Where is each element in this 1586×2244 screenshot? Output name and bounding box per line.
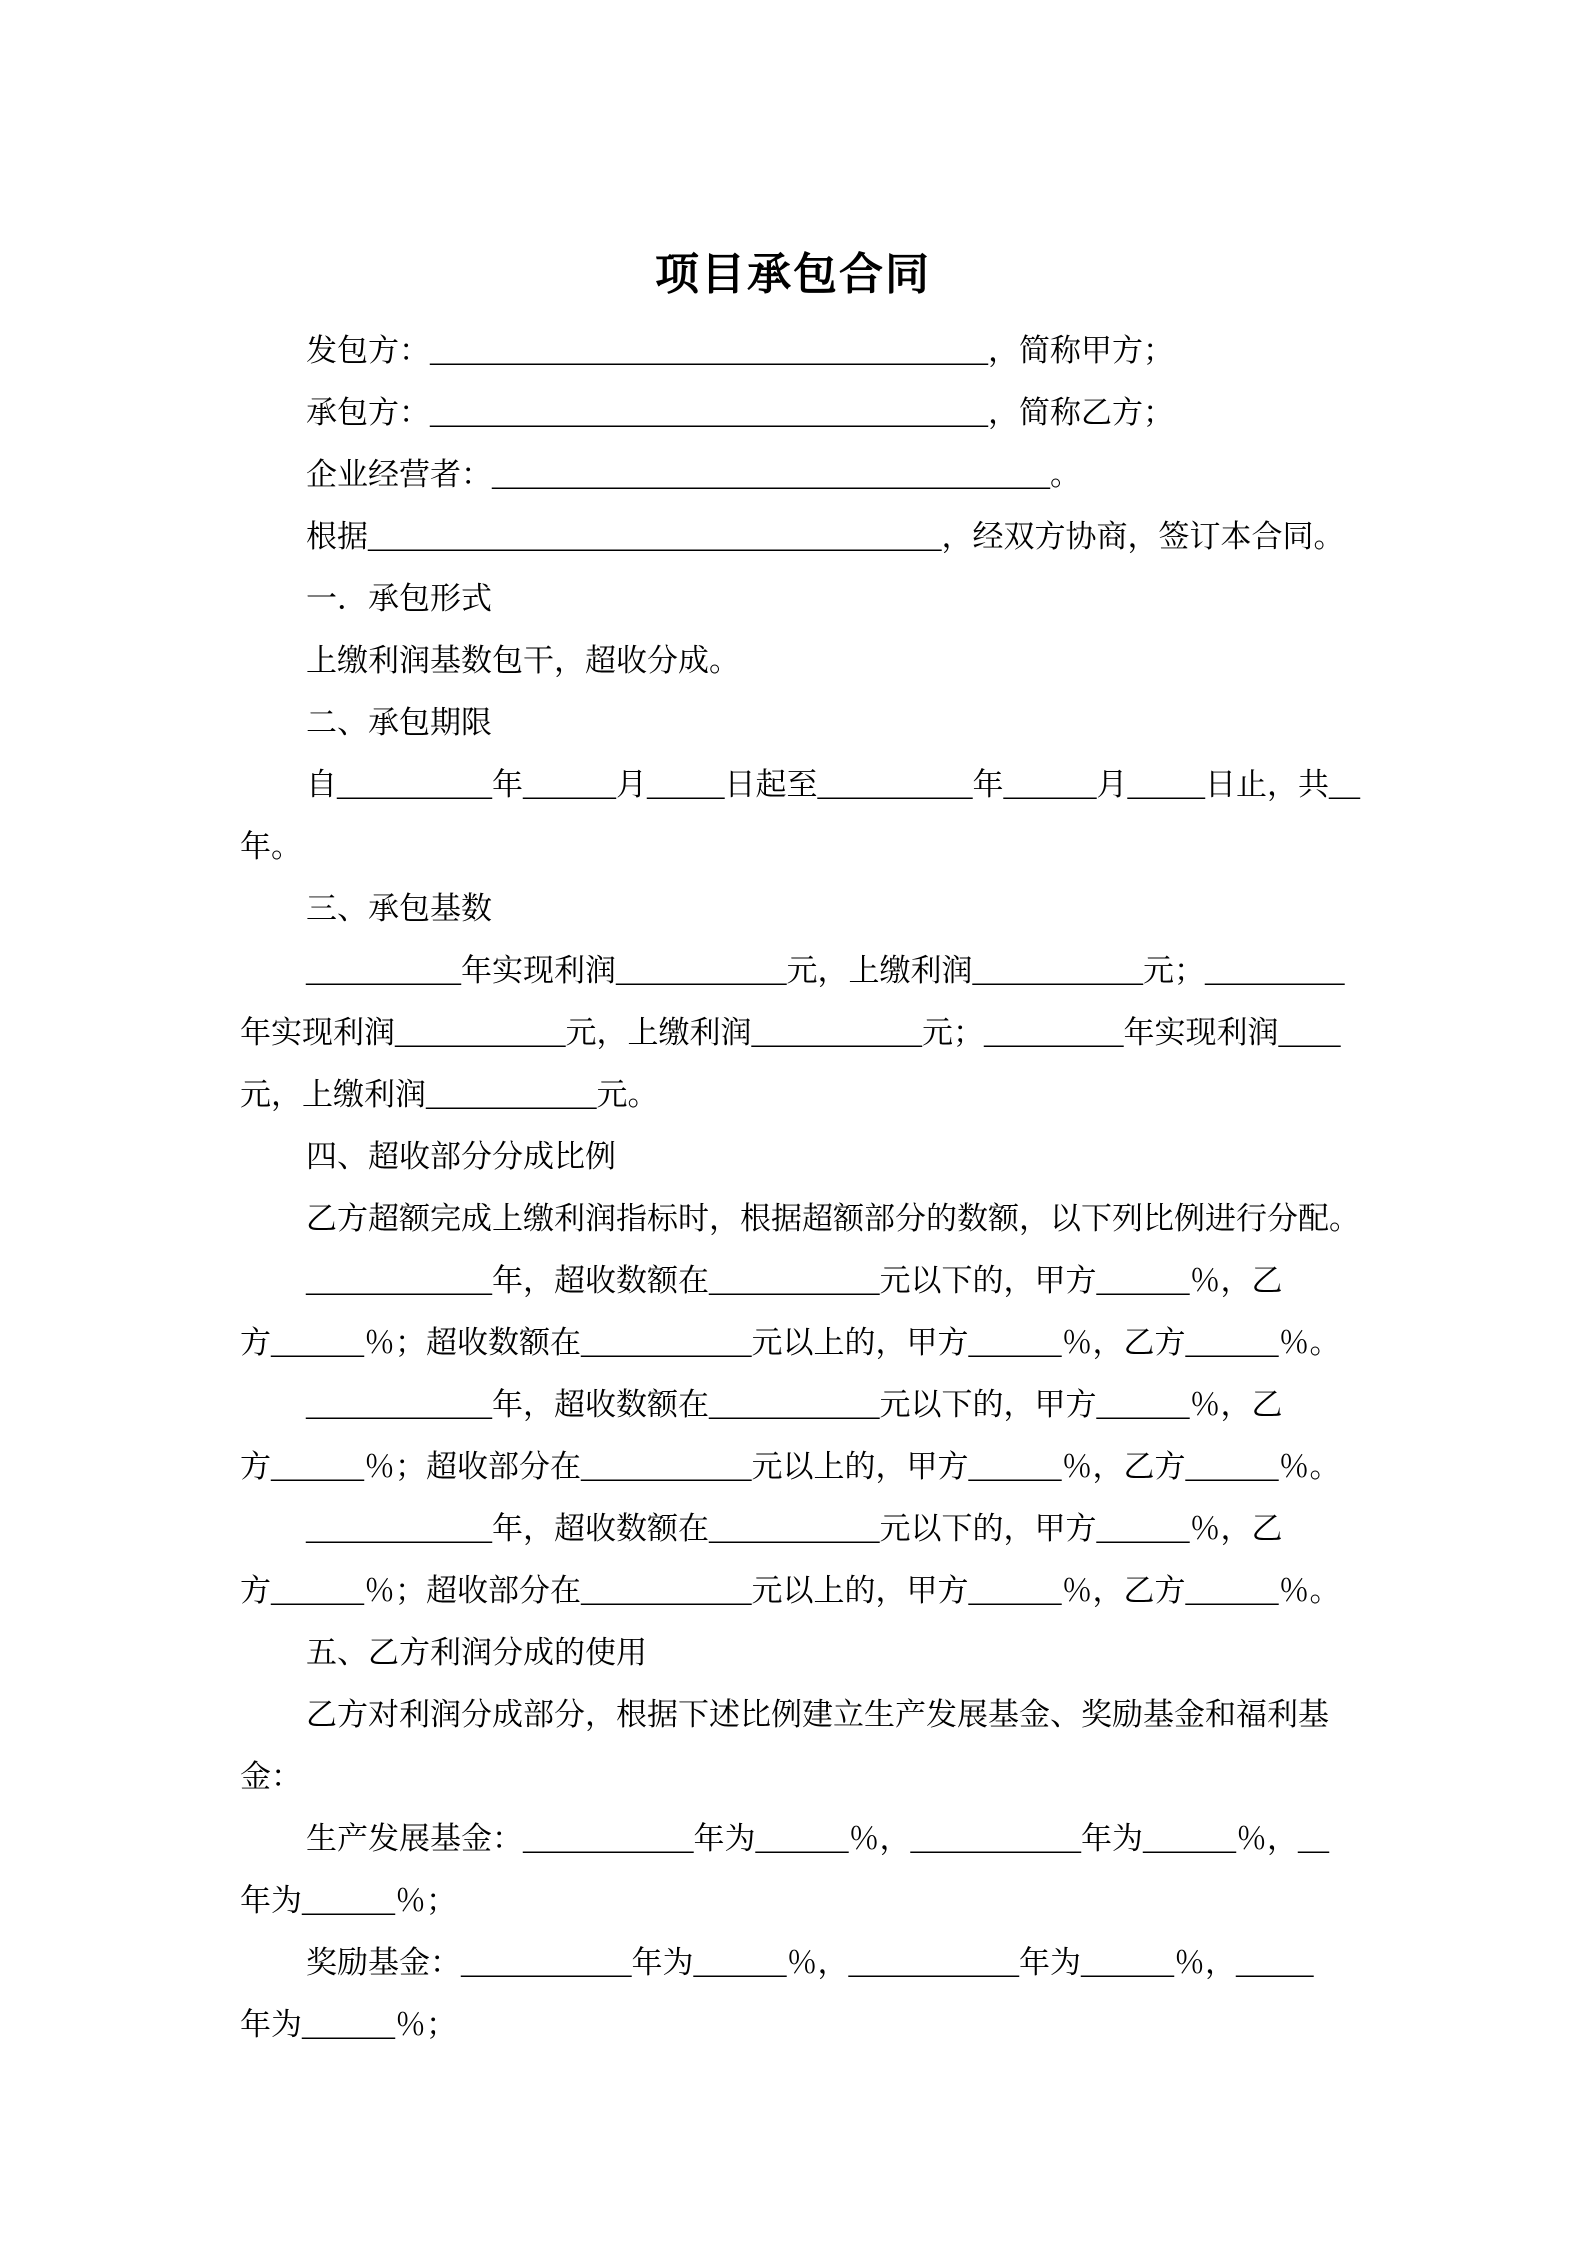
section-3-content-line: 元，上缴利润___________元。 [240, 1077, 659, 1112]
section-4-content-line: 方______％；超收部分在___________元以上的，甲方______％，乙方______％。 [240, 1573, 1341, 1608]
section-2-heading: 二、承包期限 [306, 705, 492, 740]
section-5-heading: 五、乙方利润分成的使用 [306, 1635, 647, 1670]
section-5-fund-line: 年为______％； [240, 1883, 457, 1918]
section-4-intro: 乙方超额完成上缴利润指标时，根据超额部分的数额，以下列比例进行分配。 [306, 1201, 1360, 1236]
section-3-content-line: __________年实现利润___________元，上缴利润___________元；_________ [306, 953, 1345, 988]
section-4-content-line: ____________年，超收数额在___________元以下的，甲方______％，乙 [306, 1263, 1283, 1298]
section-2-content-line: 自__________年______月_____日起至__________年______月_____日止，共__ [306, 767, 1360, 802]
document-body [240, 320, 1360, 2056]
contract-line-basis: 根据_____________________________________，经双方协商，签订本合同。 [306, 519, 1345, 554]
section-1-heading: 一．承包形式 [306, 581, 492, 616]
contract-line-contractor: 承包方：____________________________________，简称乙方； [306, 395, 1174, 430]
section-4-content-line: ____________年，超收数额在___________元以下的，甲方______％，乙 [306, 1511, 1283, 1546]
section-4-content-line: 方______％；超收数额在___________元以上的，甲方______％，乙方______％。 [240, 1325, 1341, 1360]
contract-line-operator: 企业经营者：____________________________________。 [306, 457, 1081, 492]
document-title: 项目承包合同 [655, 250, 931, 299]
section-5-intro-line: 乙方对利润分成部分，根据下述比例建立生产发展基金、奖励基金和福利基 [306, 1697, 1329, 1732]
section-5-fund-line: 奖励基金：___________年为______％，___________年为______％，_____ [306, 1945, 1314, 1980]
section-4-heading: 四、超收部分分成比例 [306, 1139, 616, 1174]
section-5-fund-line: 年为______％； [240, 2007, 457, 2042]
section-2-content-line: 年。 [240, 829, 302, 864]
section-3-content-line: 年实现利润___________元，上缴利润___________元；_________年实现利润____ [240, 1015, 1341, 1050]
contract-line-employer: 发包方：____________________________________，简称甲方； [306, 333, 1174, 368]
section-5-intro-line: 金： [240, 1759, 302, 1794]
section-5-fund-line: 生产发展基金：___________年为______％，___________年为______％，__ [306, 1821, 1329, 1856]
section-4-content-line: 方______％；超收部分在___________元以上的，甲方______％，乙方______％。 [240, 1449, 1341, 1484]
section-1-content: 上缴利润基数包干，超收分成。 [306, 643, 740, 678]
section-4-content-line: ____________年，超收数额在___________元以下的，甲方______％，乙 [306, 1387, 1283, 1422]
section-3-heading: 三、承包基数 [306, 891, 492, 926]
